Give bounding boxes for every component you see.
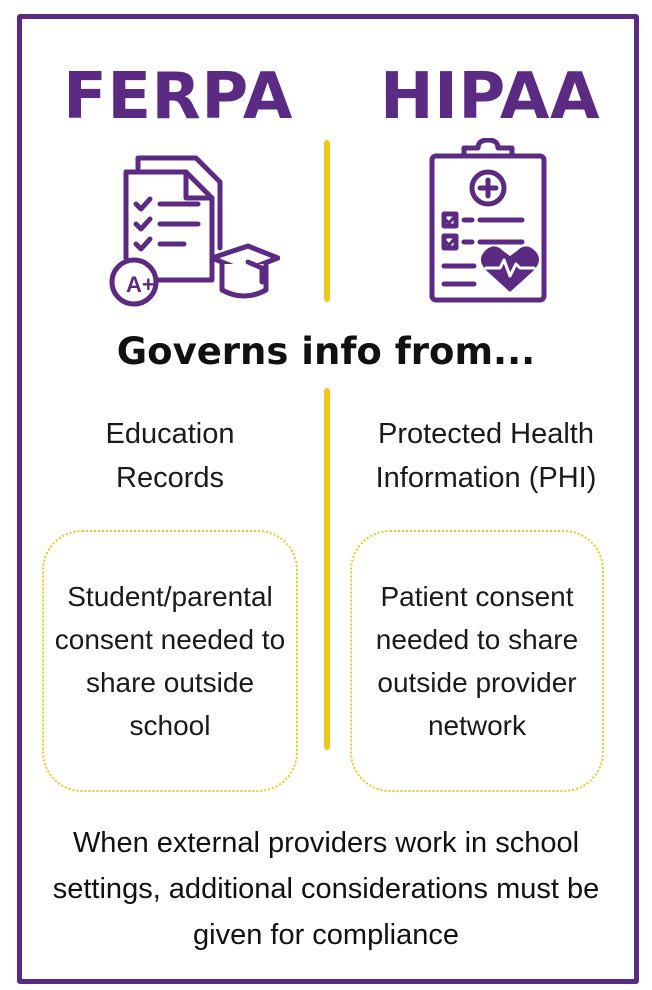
checklist-icon — [136, 199, 198, 249]
heart-pulse-icon — [482, 248, 537, 290]
clipboard-clip — [464, 140, 512, 156]
ferpa-consent-text: Student/parental consent needed to share outside school — [54, 581, 286, 741]
ferpa-title: FERPA — [63, 60, 293, 134]
hipaa-category: Protected Health Information (PHI) — [375, 418, 597, 494]
governs-heading: Governs info from... — [116, 330, 536, 373]
graduation-cap-icon — [212, 246, 278, 296]
medical-clipboard-icon — [424, 138, 554, 304]
medical-cross-icon — [472, 172, 504, 204]
hipaa-consent-text: Patient consent needed to share outside provider network — [375, 581, 579, 741]
divider-bottom — [324, 388, 330, 750]
ferpa-consent-box — [42, 530, 298, 792]
education-records-icon — [108, 150, 280, 310]
ferpa-category: Education Records — [105, 418, 235, 494]
svg-text:A+: A+ — [126, 272, 155, 297]
hipaa-consent-box — [350, 530, 604, 792]
divider-top — [324, 140, 330, 302]
footer-note: When external providers work in school settings, additional considerations must be given for compliance — [52, 827, 600, 951]
grade-badge-icon — [112, 260, 156, 304]
hipaa-title: HIPAA — [380, 60, 600, 134]
